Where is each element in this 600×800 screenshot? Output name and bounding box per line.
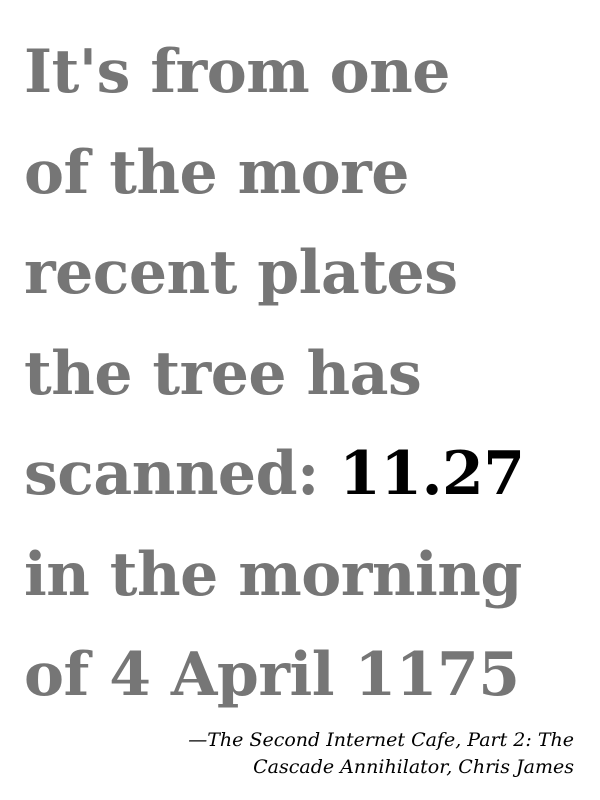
attribution-line: —The Second Internet Cafe, Part 2: The bbox=[188, 729, 574, 751]
quote-text bbox=[24, 22, 594, 726]
quote-line: the tree has bbox=[24, 338, 422, 409]
quote-line: in the morning bbox=[24, 539, 522, 610]
quote-line-with-time bbox=[24, 424, 594, 525]
quote-line: It's from one bbox=[24, 37, 450, 107]
quote-line: of 4 April 1175 bbox=[24, 640, 520, 710]
highlighted-time: 11.27 bbox=[339, 439, 525, 509]
attribution-line: Cascade Annihilator, Chris James bbox=[253, 756, 574, 778]
quote-line: of the more bbox=[24, 137, 409, 208]
quote-line-prefix: scanned: bbox=[24, 439, 340, 509]
attribution bbox=[94, 727, 574, 781]
quote-line: recent plates bbox=[24, 238, 458, 308]
